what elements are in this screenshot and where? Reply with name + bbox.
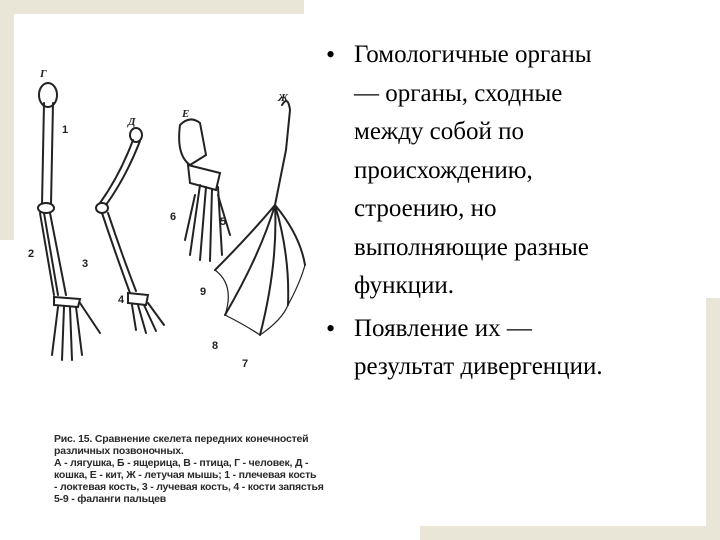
bullet-dot-icon: •	[326, 40, 336, 69]
limb-whale	[179, 119, 230, 261]
limb-cat	[96, 128, 164, 333]
label-limb-e: Е	[182, 108, 190, 120]
bullet-list	[322, 36, 712, 391]
bullet-text: Появление их — результат дивергенции.	[354, 314, 603, 380]
label-num-2: 2	[28, 248, 35, 260]
limb-human	[38, 83, 100, 360]
label-num-3: 3	[82, 258, 89, 270]
limb-skeleton-figure	[20, 55, 324, 505]
bullet-item	[322, 310, 712, 387]
label-num-9: 9	[200, 286, 207, 298]
label-num-5: 5	[220, 216, 227, 228]
label-num-1: 1	[62, 124, 69, 136]
label-limb-g: Г	[40, 68, 47, 80]
decor-bar-top-left	[0, 0, 304, 14]
decor-bar-bottom	[420, 526, 720, 540]
figure-caption: Рис. 15. Сравнение скелета передних конечностей различных позвоночных. А - лягушка, Б - ящерица, В - птица, Г - человек, Д - кошка, Е - кит, Ж - летучая мышь; 1 - плечевая кость - локтевая кость, 3 - лучевая кость, 4 - кости запястья 5-9 - фаланги пальцев	[54, 433, 324, 505]
bullet-item	[322, 36, 712, 306]
bullet-dot-icon: •	[326, 313, 336, 343]
decor-bar-left	[0, 0, 14, 240]
limb-skeleton-drawing	[20, 55, 320, 385]
label-limb-d: Д	[128, 116, 136, 128]
label-num-4: 4	[118, 294, 125, 306]
bullet-text: Гомологичные органы — органы, сходные между собой по происхождению, строению, но выполняющие разные функции.	[354, 41, 592, 299]
label-limb-zh: Ж	[278, 92, 289, 104]
label-num-6: 6	[170, 211, 177, 223]
label-num-7: 7	[242, 358, 249, 370]
label-num-8: 8	[212, 340, 219, 352]
limb-bat	[215, 101, 305, 335]
